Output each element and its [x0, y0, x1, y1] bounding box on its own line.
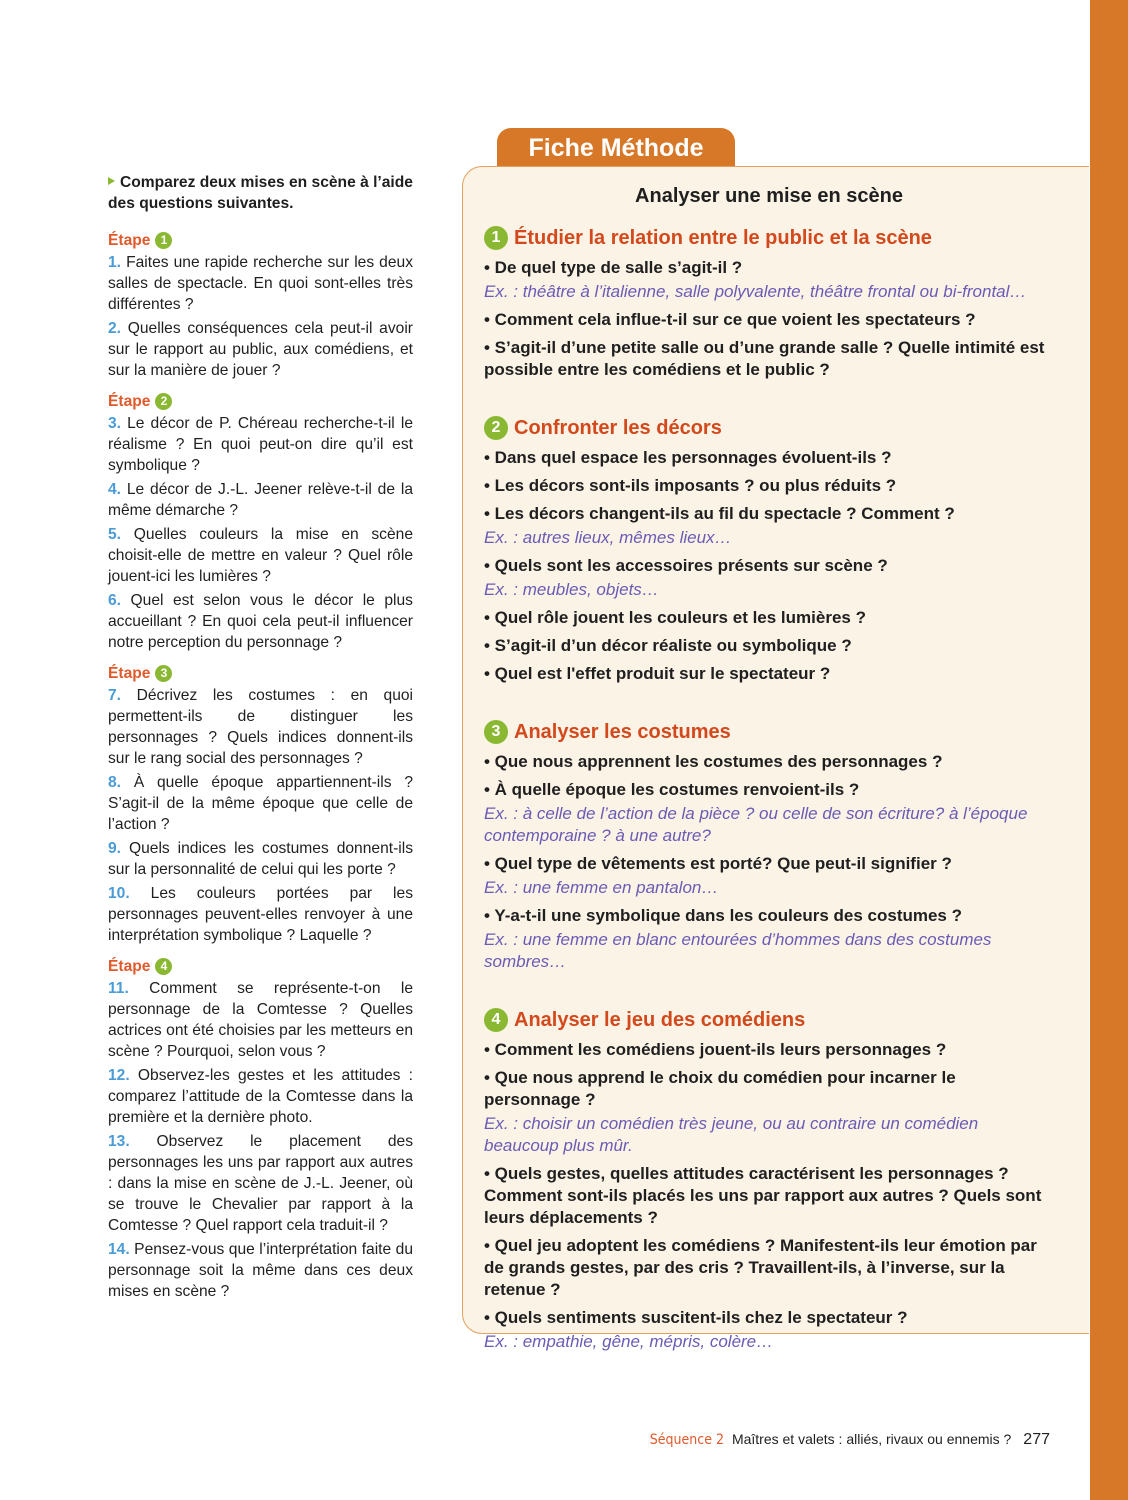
- fiche-section: [484, 1007, 1054, 1353]
- example-text: Ex. : une femme en blanc entourées d’hommes dans des costumes sombres…: [484, 930, 992, 971]
- guiding-question: • Comment les comédiens jouent-ils leurs personnages ?: [484, 1040, 947, 1059]
- question-text: Faites une rapide recherche sur les deux salles de spectacle. En quoi sont-elles très différentes ?: [108, 254, 413, 313]
- question-number: 9.: [108, 840, 122, 857]
- question-text: Le décor de P. Chéreau recherche-t-il le réalisme ? En quoi peut-on dire qu’il est symbolique ?: [108, 415, 413, 474]
- example-text: Ex. : à celle de l’action de la pièce ? ou celle de son écriture? à l’époque contemporaine ? à une autre?: [484, 804, 1028, 845]
- question-text: À quelle époque appartiennent-ils ? S’agit-il de la même époque que celle de l’action ?: [108, 774, 413, 833]
- question-text: Observez-les gestes et les attitudes : comparez l’attitude de la Comtesse dans la première et la dernière photo.: [108, 1067, 413, 1126]
- example-text: Ex. : choisir un comédien très jeune, ou au contraire un comédien beaucoup plus mûr.: [484, 1114, 979, 1155]
- section-title: Analyser le jeu des comédiens: [514, 1009, 806, 1031]
- question-number: 11.: [108, 980, 129, 997]
- fiche-methode-card: [462, 166, 1089, 1351]
- fiche-sections: [484, 225, 1054, 1353]
- question-item: [108, 1065, 413, 1128]
- guiding-question: • Les décors changent-ils au fil du spectacle ? Comment ?: [484, 504, 955, 523]
- question-item: [108, 978, 413, 1062]
- question-item: [108, 1131, 413, 1236]
- etape-number-badge: 1: [155, 232, 172, 249]
- fiche-methode-tab: Fiche Méthode: [497, 128, 735, 168]
- section-title: Confronter les décors: [514, 417, 722, 439]
- example-text: Ex. : autres lieux, mêmes lieux…: [484, 528, 732, 547]
- guiding-question: • Les décors sont-ils imposants ? ou plus réduits ?: [484, 476, 897, 495]
- guiding-question: • S’agit-il d’une petite salle ou d’une grande salle ? Quelle intimité est possible entre les comédiens et le public ?: [484, 338, 1045, 379]
- question-item: [108, 685, 413, 769]
- section-number-badge: 4: [484, 1008, 508, 1032]
- question-item: [108, 772, 413, 835]
- question-number: 8.: [108, 774, 122, 791]
- question-text: Le décor de J.-L. Jeener relève-t-il de la même démarche ?: [108, 481, 413, 519]
- example-text: Ex. : empathie, gêne, mépris, colère…: [484, 1332, 774, 1351]
- fiche-section: [484, 225, 1054, 381]
- section-number-badge: 2: [484, 416, 508, 440]
- guiding-question: • Dans quel espace les personnages évoluent-ils ?: [484, 448, 892, 467]
- example-text: Ex. : une femme en pantalon…: [484, 878, 719, 897]
- question-text: Quelles conséquences cela peut-il avoir sur le rapport au public, aux comédiens, et sur la manière de jouer ?: [108, 320, 413, 379]
- question-item: [108, 883, 413, 946]
- question-text: Pensez-vous que l’interprétation faite du personnage soit la même dans ces deux mises en scène ?: [108, 1241, 413, 1300]
- etape-number-badge: 4: [155, 958, 172, 975]
- section-heading: [484, 225, 1054, 251]
- footer-title: Maîtres et valets : alliés, rivaux ou ennemis ?: [731, 1431, 1012, 1447]
- guiding-question: • Quel type de vêtements est porté? Que peut-il signifier ?: [484, 854, 952, 873]
- etape-heading: [108, 661, 413, 685]
- guiding-question: • Quel jeu adoptent les comédiens ? Manifestent-ils leur émotion par de grands gestes, par des cris ? Travaillent-ils, à l’inverse, sur la retenue ?: [484, 1236, 1037, 1299]
- question-text: Observez le placement des personnages les uns par rapport aux autres : dans la mise en scène de J.-L. Jeener, où se trouve le Chevalier par rapport à la Comtesse ? Quel rapport cela traduit-il ?: [108, 1133, 413, 1234]
- fiche-section: [484, 719, 1054, 973]
- question-number: 2.: [108, 320, 122, 337]
- etape-label: Étape: [108, 392, 151, 410]
- section-title: Étudier la relation entre le public et la scène: [514, 227, 932, 249]
- question-number: 6.: [108, 592, 122, 609]
- guiding-question: • À quelle époque les costumes renvoient-ils ?: [484, 780, 860, 799]
- question-item: [108, 479, 413, 521]
- question-number: 3.: [108, 415, 122, 432]
- example-text: Ex. : meubles, objets…: [484, 580, 659, 599]
- question-item: [108, 590, 413, 653]
- fiche-title: Analyser une mise en scène: [635, 185, 903, 207]
- question-text: Les couleurs portées par les personnages peuvent-elles renvoyer à une interprétation symbolique ? Laquelle ?: [108, 885, 413, 944]
- section-number-badge: 1: [484, 226, 508, 250]
- etape-heading: [108, 389, 413, 413]
- etape-label: Étape: [108, 664, 151, 682]
- page-edge-bar: [1090, 0, 1128, 1500]
- question-item: [108, 1239, 413, 1302]
- question-number: 5.: [108, 526, 122, 543]
- guiding-question: • Quels gestes, quelles attitudes caractérisent les personnages ? Comment sont-ils placés les uns par rapport aux autres ? Quels sont leurs déplacements ?: [484, 1164, 1042, 1227]
- guiding-question: • Que nous apprennent les costumes des personnages ?: [484, 752, 943, 771]
- question-text: Quelles couleurs la mise en scène choisit-elle de mettre en valeur ? Quel rôle jouent-ici les lumières ?: [108, 526, 413, 585]
- section-heading: [484, 1007, 1054, 1033]
- intro-instruction: Comparez deux mises en scène à l’aide des questions suivantes.: [108, 174, 413, 212]
- etape-number-badge: 3: [155, 665, 172, 682]
- triangle-bullet-icon: [108, 177, 115, 185]
- etape-label: Étape: [108, 957, 151, 975]
- question-number: 1.: [108, 254, 122, 271]
- guiding-question: • Comment cela influe-t-il sur ce que voient les spectateurs ?: [484, 310, 976, 329]
- guiding-question: • Quel est l'effet produit sur le spectateur ?: [484, 664, 831, 683]
- question-item: [108, 318, 413, 381]
- question-number: 7.: [108, 687, 122, 704]
- footer-sequence: Séquence 2: [649, 1432, 724, 1448]
- question-text: Décrivez les costumes : en quoi permettent-ils de distinguer les personnages ? Quels indices donnent-ils sur le rang social des personnages ?: [108, 687, 413, 767]
- guiding-question: • Y-a-t-il une symbolique dans les couleurs des costumes ?: [484, 906, 962, 925]
- guiding-question: • De quel type de salle s’agit-il ?: [484, 258, 743, 277]
- section-heading: [484, 415, 1054, 441]
- question-number: 10.: [108, 885, 130, 902]
- question-number: 14.: [108, 1241, 130, 1258]
- etape-label: Étape: [108, 231, 151, 249]
- question-item: [108, 413, 413, 476]
- questions-column: [108, 172, 413, 1305]
- etape-number-badge: 2: [155, 393, 172, 410]
- etape-heading: [108, 954, 413, 978]
- question-number: 4.: [108, 481, 122, 498]
- example-text: Ex. : théâtre à l’italienne, salle polyvalente, théâtre frontal ou bi-frontal…: [484, 282, 1027, 301]
- guiding-question: • Quels sont les accessoires présents sur scène ?: [484, 556, 888, 575]
- question-item: [108, 838, 413, 880]
- question-number: 13.: [108, 1133, 130, 1150]
- section-heading: [484, 719, 1054, 745]
- guiding-question: • Quel rôle jouent les couleurs et les lumières ?: [484, 608, 866, 627]
- question-item: [108, 524, 413, 587]
- question-number: 12.: [108, 1067, 130, 1084]
- guiding-question: • Que nous apprend le choix du comédien pour incarner le personnage ?: [484, 1068, 956, 1109]
- section-number-badge: 3: [484, 720, 508, 744]
- question-text: Comment se représente-t-on le personnage de la Comtesse ? Quelles actrices ont été choisies par les metteurs en scène ? Pourquoi, selon vous ?: [108, 980, 413, 1060]
- question-text: Quels indices les costumes donnent-ils sur la personnalité de celui qui les porte ?: [108, 840, 413, 878]
- question-item: [108, 252, 413, 315]
- etapes-list: [108, 228, 413, 1302]
- etape-heading: [108, 228, 413, 252]
- question-text: Quel est selon vous le décor le plus accueillant ? En quoi cela peut-il influencer notre perception du personnage ?: [108, 592, 413, 651]
- guiding-question: • S’agit-il d’un décor réaliste ou symbolique ?: [484, 636, 852, 655]
- page-footer: [650, 1431, 1050, 1449]
- fiche-section: [484, 415, 1054, 685]
- section-title: Analyser les costumes: [514, 721, 731, 743]
- page-number: 277: [1023, 1431, 1050, 1448]
- guiding-question: • Quels sentiments suscitent-ils chez le spectateur ?: [484, 1308, 908, 1327]
